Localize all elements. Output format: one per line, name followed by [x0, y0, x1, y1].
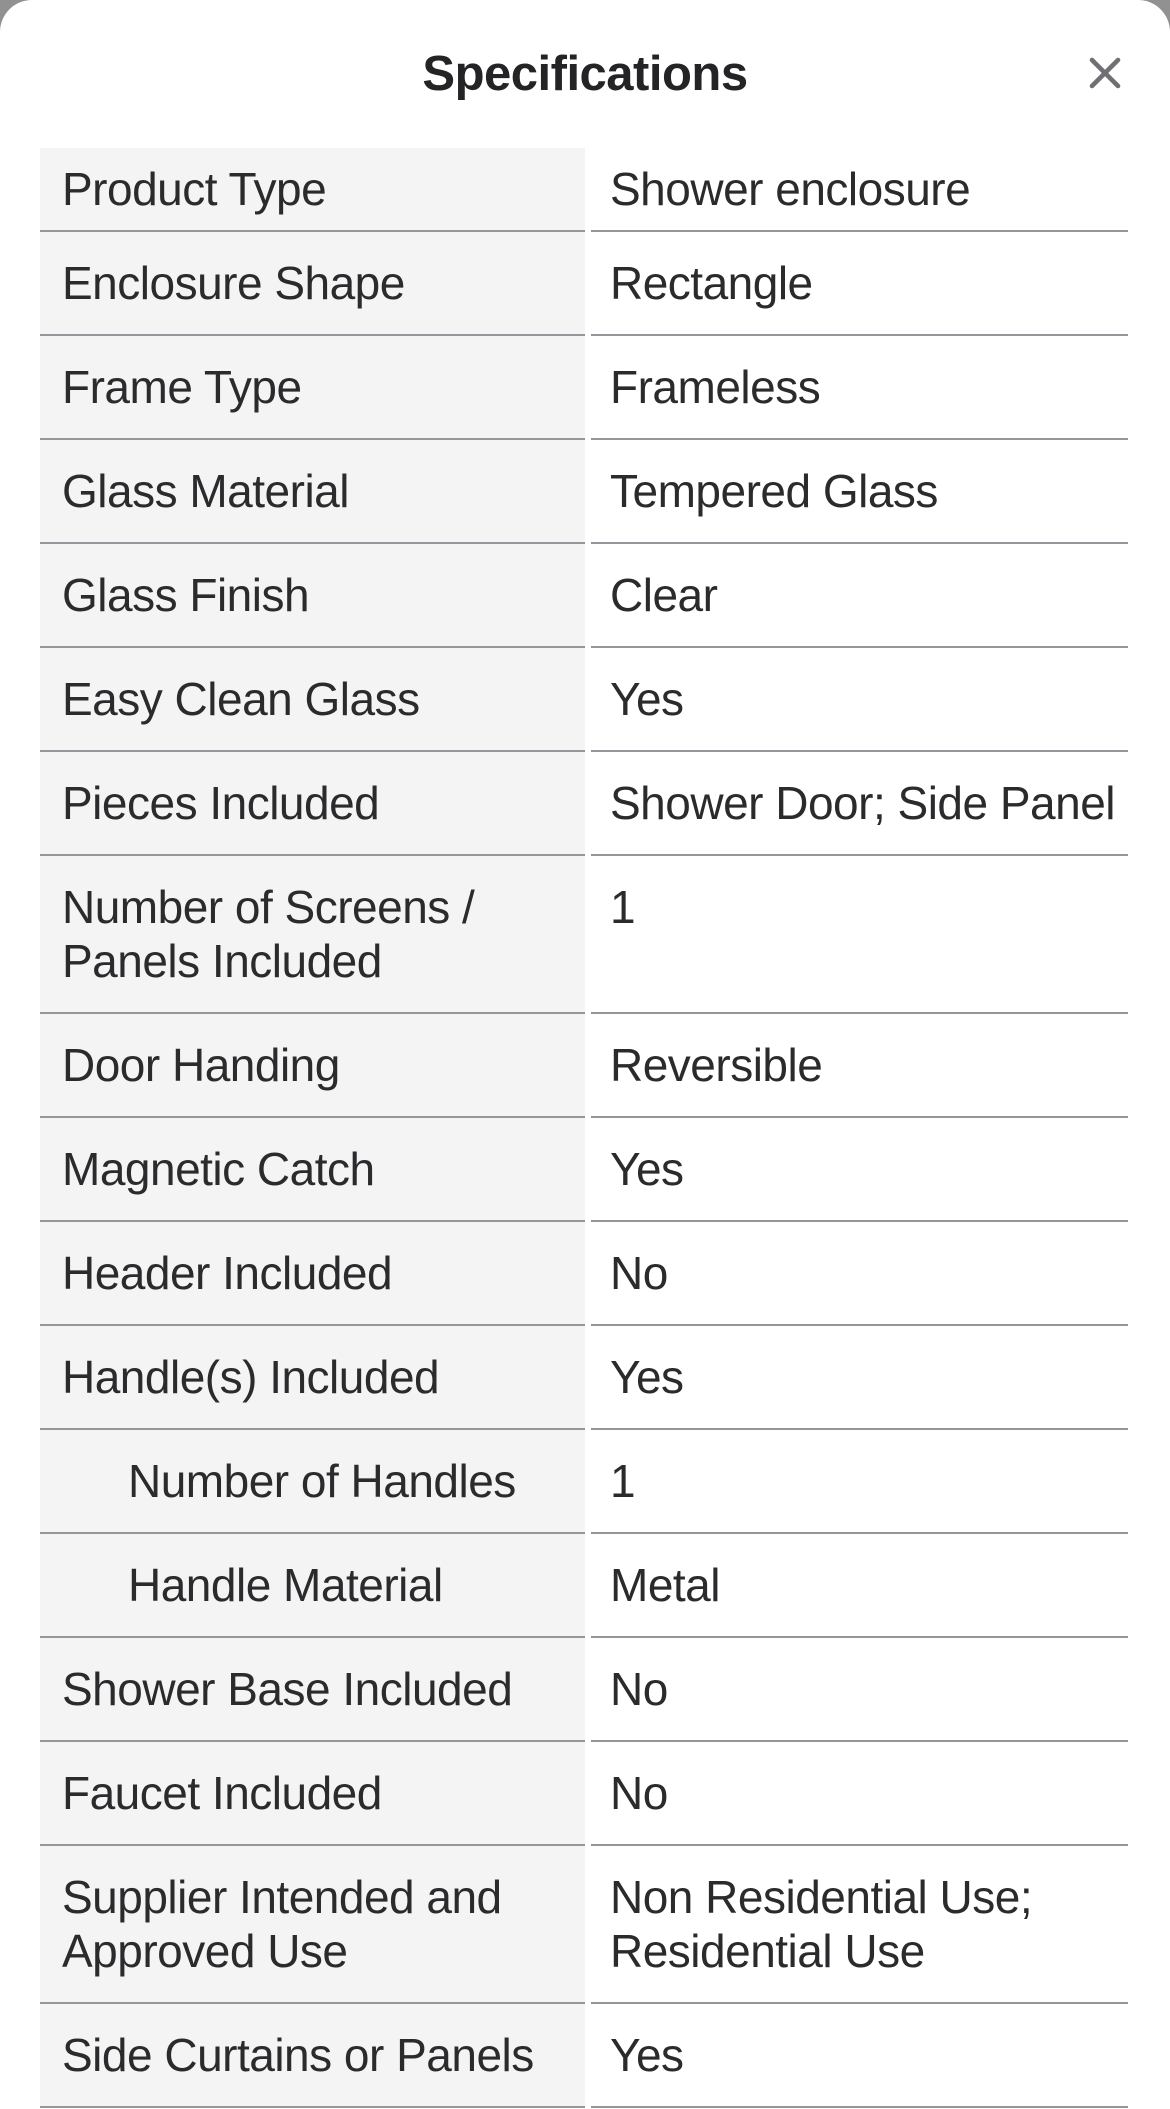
spec-row	[40, 1846, 1128, 2004]
spec-row	[40, 148, 1128, 232]
spec-row	[40, 1534, 1128, 1638]
spec-label: Supplier Intended and Approved Use	[40, 1846, 585, 2004]
spec-value: Frameless	[591, 336, 1128, 440]
spec-label: Door Handing	[40, 1014, 585, 1118]
spec-value: Tempered Glass	[591, 440, 1128, 544]
spec-value: Yes	[591, 2004, 1128, 2108]
spec-label: Enclosure Shape	[40, 232, 585, 336]
spec-value: No	[591, 1638, 1128, 1742]
spec-value: 1	[591, 856, 1128, 1014]
spec-label: Glass Finish	[40, 544, 585, 648]
spec-value: Metal	[591, 1534, 1128, 1638]
specifications-table	[40, 148, 1128, 2108]
spec-row	[40, 1326, 1128, 1430]
spec-row	[40, 544, 1128, 648]
spec-label: Frame Type	[40, 336, 585, 440]
spec-value: Rectangle	[591, 232, 1128, 336]
spec-row	[40, 856, 1128, 1014]
spec-row	[40, 440, 1128, 544]
spec-value: Non Residential Use; Residential Use	[591, 1846, 1128, 2004]
spec-row	[40, 2004, 1128, 2108]
modal-title: Specifications	[422, 47, 748, 101]
spec-value: Reversible	[591, 1014, 1128, 1118]
spec-value: Yes	[591, 648, 1128, 752]
spec-row	[40, 1430, 1128, 1534]
spec-label: Handle(s) Included	[40, 1326, 585, 1430]
spec-label: Shower Base Included	[40, 1638, 585, 1742]
spec-label: Number of Screens / Panels Included	[40, 856, 585, 1014]
spec-row	[40, 1118, 1128, 1222]
spec-label: Easy Clean Glass	[40, 648, 585, 752]
spec-row	[40, 648, 1128, 752]
spec-label: Handle Material	[40, 1534, 585, 1638]
spec-label: Side Curtains or Panels	[40, 2004, 585, 2108]
spec-value: Clear	[591, 544, 1128, 648]
close-button[interactable]	[1080, 48, 1130, 98]
spec-value: No	[591, 1222, 1128, 1326]
spec-value: Yes	[591, 1326, 1128, 1430]
spec-row	[40, 1014, 1128, 1118]
spec-label: Header Included	[40, 1222, 585, 1326]
spec-value: Shower Door; Side Panel	[591, 752, 1128, 856]
spec-label: Product Type	[40, 148, 585, 232]
spec-row	[40, 1638, 1128, 1742]
spec-row	[40, 336, 1128, 440]
spec-label: Magnetic Catch	[40, 1118, 585, 1222]
spec-value: Yes	[591, 1118, 1128, 1222]
spec-value: Shower enclosure	[591, 148, 1128, 232]
spec-row	[40, 1222, 1128, 1326]
spec-label: Faucet Included	[40, 1742, 585, 1846]
spec-value: 1	[591, 1430, 1128, 1534]
spec-label: Number of Handles	[40, 1430, 585, 1534]
spec-row	[40, 232, 1128, 336]
spec-row	[40, 752, 1128, 856]
spec-label: Pieces Included	[40, 752, 585, 856]
spec-row	[40, 1742, 1128, 1846]
modal-header	[0, 0, 1170, 148]
spec-label: Glass Material	[40, 440, 585, 544]
close-icon	[1087, 55, 1123, 91]
spec-value: No	[591, 1742, 1128, 1846]
